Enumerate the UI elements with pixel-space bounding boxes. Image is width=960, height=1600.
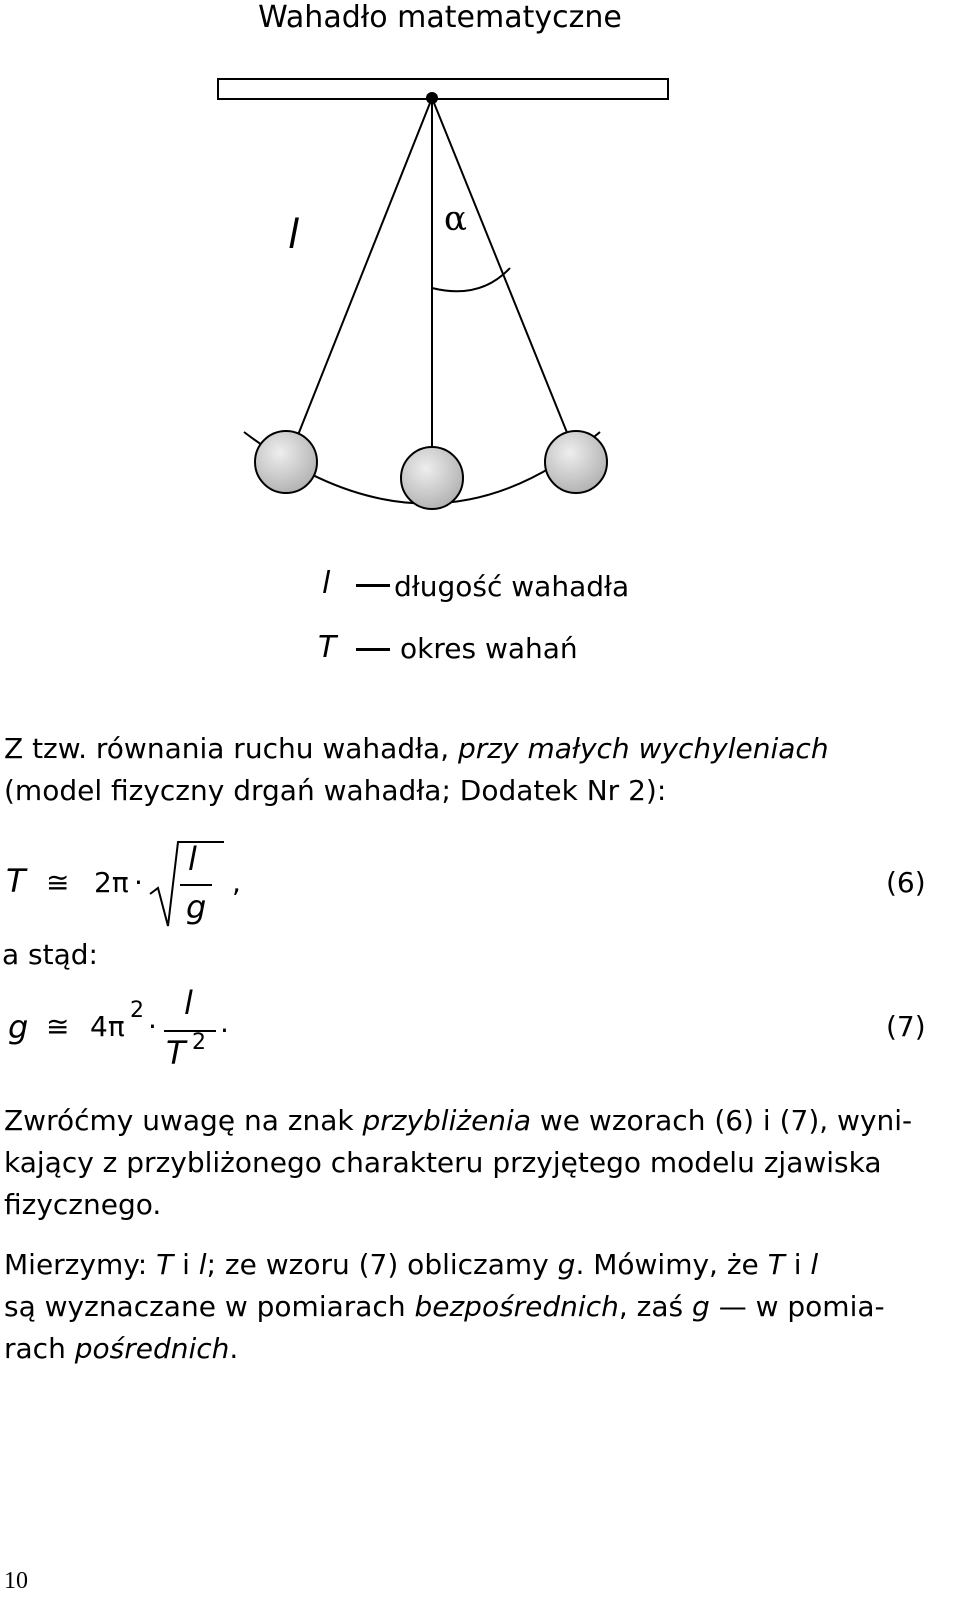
measure-text: i [173, 1248, 199, 1281]
legend-text-period: okres wahań [400, 632, 578, 665]
eq6-factor: 2π [94, 866, 129, 899]
note-text: we wzorach (6) i (7), wyni- [530, 1104, 913, 1137]
intro-paragraph [4, 728, 944, 812]
bob-center [401, 447, 463, 509]
symbol-l: l [198, 1248, 207, 1281]
length-label: l [288, 212, 300, 258]
intro-text: Z tzw. równania ruchu wahadła, [4, 732, 459, 765]
eq6-approx-sign: ≅ [46, 866, 70, 899]
angle-arc [432, 268, 510, 291]
note-line-3: fizycznego. [4, 1188, 162, 1221]
measure-text: . [229, 1332, 239, 1365]
page-title: Wahadło matematyczne [258, 0, 622, 35]
string-right [432, 98, 570, 440]
intro-line-2: (model fizyczny drgań wahadła; Dodatek Nr 2): [4, 774, 667, 807]
eq7-numerator: l [184, 984, 193, 1022]
eq6-number: (6) [886, 866, 926, 899]
measure-text: są wyznaczane w pomiarach [4, 1290, 415, 1323]
legend-symbol-length: l [322, 566, 331, 601]
legend-text-length: długość wahadła [394, 570, 630, 603]
legend-symbol-period: T [318, 630, 337, 665]
a-stad-text: a stąd: [2, 938, 98, 971]
symbol-g: g [692, 1290, 710, 1323]
legend-dash [356, 648, 390, 651]
measure-text: , zaś [618, 1290, 693, 1323]
ceiling-support [218, 79, 668, 99]
note-text: Zwróćmy uwagę na znak [4, 1104, 363, 1137]
bob-left [255, 431, 317, 493]
eq7-fraction-bar [164, 1030, 216, 1032]
string-left [296, 98, 432, 440]
bob-right [545, 431, 607, 493]
eq7-number: (7) [886, 1010, 926, 1043]
measure-text: Mierzymy: [4, 1248, 157, 1281]
symbol-g: g [557, 1248, 576, 1281]
symbol-l: l [810, 1248, 819, 1281]
measure-line-3 [4, 1328, 948, 1370]
measure-text: i [784, 1248, 811, 1281]
eq6-fraction-bar [180, 884, 212, 886]
eq7-lhs: g [8, 1008, 29, 1046]
eq7-denominator: T [166, 1034, 186, 1072]
note-paragraph [4, 1100, 948, 1226]
measure-text: — w pomia- [709, 1290, 885, 1323]
pendulum-diagram [0, 0, 960, 560]
note-line-1 [4, 1100, 948, 1142]
measure-italic: bezpośrednich [414, 1290, 619, 1323]
measure-line-2 [4, 1286, 948, 1328]
intro-italic: przy małych wychyleniach [458, 732, 829, 765]
intro-line-1 [4, 728, 944, 770]
measure-text: . Mówimy, że [575, 1248, 768, 1281]
note-italic: przybliżenia [362, 1104, 531, 1137]
eq6-comma: , [232, 866, 241, 899]
measure-line-1 [4, 1244, 948, 1286]
eq6-dot: · [134, 866, 143, 899]
symbol-T: T [156, 1248, 174, 1281]
eq6-lhs: T [6, 862, 26, 900]
eq7-exponent: 2 [130, 998, 144, 1023]
note-line-2: kający z przybliżonego charakteru przyjętego modelu zjawiska [4, 1146, 882, 1179]
symbol-T: T [767, 1248, 785, 1281]
measure-italic: pośrednich [74, 1332, 230, 1365]
eq7-factor: 4π [90, 1010, 125, 1043]
measure-text: rach [4, 1332, 75, 1365]
angle-label: α [444, 199, 467, 239]
eq6-denominator: g [186, 888, 207, 926]
legend-dash [356, 584, 390, 587]
eq7-denominator-exponent: 2 [192, 1030, 206, 1055]
eq7-dot: · [148, 1010, 157, 1043]
measurement-paragraph [4, 1244, 948, 1370]
page-number: 10 [4, 1568, 28, 1594]
eq6-numerator: l [188, 840, 197, 878]
eq7-approx-sign: ≅ [46, 1010, 70, 1043]
eq7-period: . [220, 1006, 229, 1039]
measure-text: ; ze wzoru (7) obliczamy [206, 1248, 558, 1281]
